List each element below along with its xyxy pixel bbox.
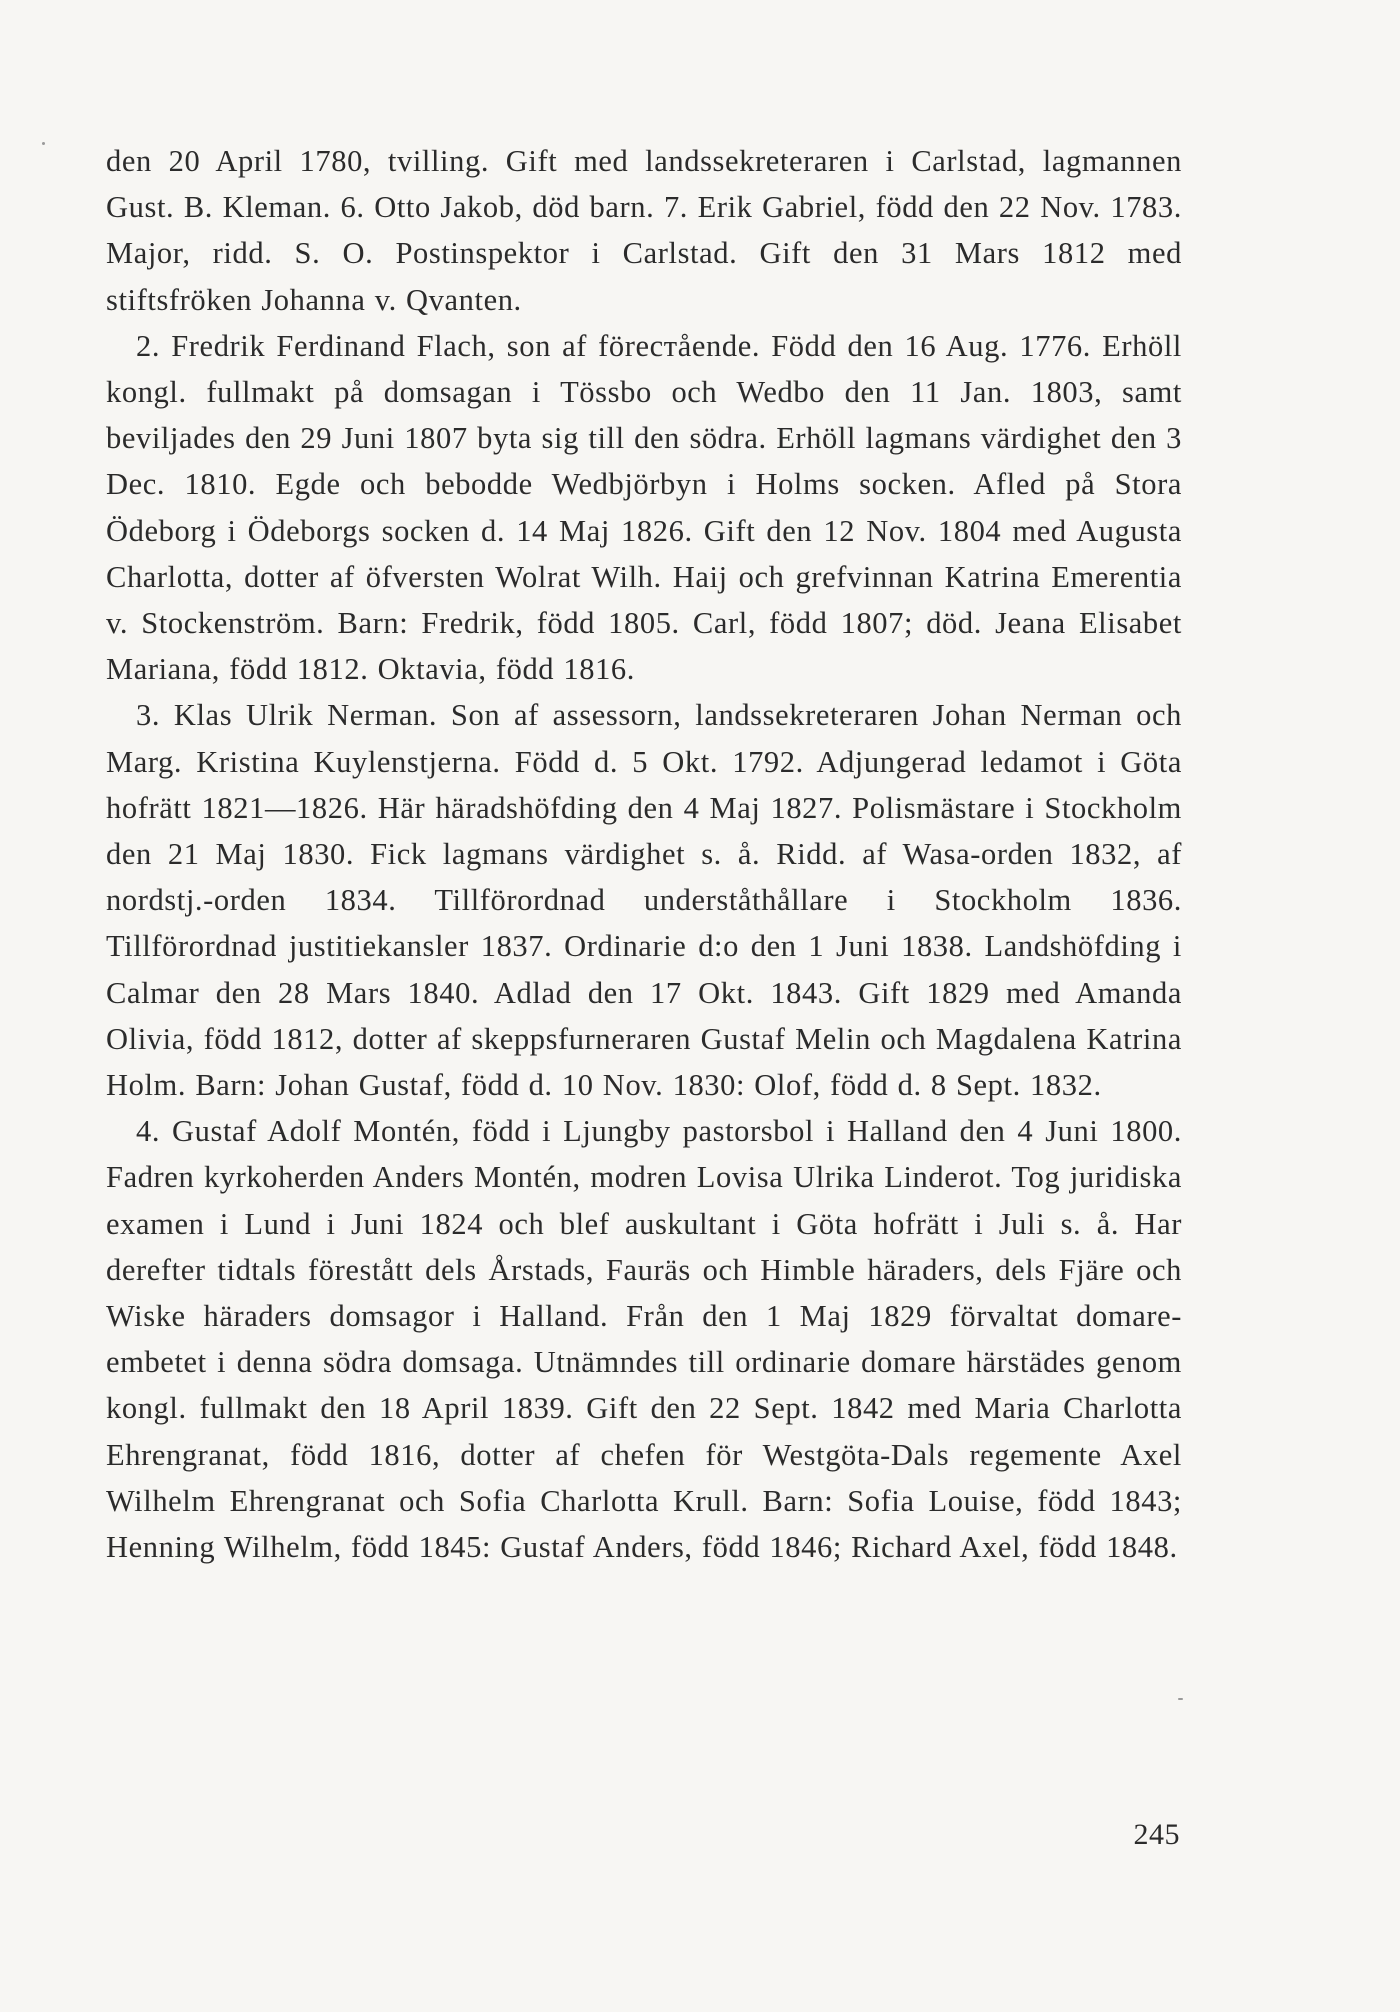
paragraph-entry-4: 4. Gustaf Adolf Montén, född i Ljungby pastorsbol i Halland den 4 Juni 1800. Fadren kyrkoherden Anders Montén, modren Lovisa Ulrika Linderot. Tog juridiska examen i Lund i Juni 1824 och blef auskultant i Göta hofrätt i Juli s. å. Har derefter tidtals förestått dels Årstads, Fauräs och Himble häraders, dels Fjäre och Wiske häraders domsagor i Halland. Från den 1 Maj 1829 förvaltat domare-embetet i denna södra domsaga. Utnämndes till ordinarie domare härstädes genom kongl. fullmakt den 18 April 1839. Gift den 22 Sept. 1842 med Maria Charlotta Ehrengranat, född 1816, dotter af chefen för Westgöta-Dals regemente Axel Wilhelm Ehrengranat och Sofia Charlotta Krull. Barn: Sofia Louise, född 1843; Henning Wilhelm, född 1845: Gustaf Anders, född 1846; Richard Axel, född 1848. — [106, 1114, 1182, 1565]
paragraph-entry-2: 2. Fredrik Ferdinand Flach, son af föreстående. Född den 16 Aug. 1776. Erhöll kongl. fullmakt på domsagan i Tössbo och Wedbo den 11 Jan. 1803, samt beviljades den 29 Juni 1807 byta sig till den södra. Erhöll lagmans värdighet den 3 Dec. 1810. Egde och bebodde Wedbjörbyn i Holms socken. Afled på Stora Ödeborg i Ödeborgs socken d. 14 Maj 1826. Gift den 12 Nov. 1804 med Augusta Charlotta, dotter af öfversten Wolrat Wilh. Haij och grefvinnan Katrina Emerentia v. Stockenström. Barn: Fredrik, född 1805. Carl, född 1807; död. Jeana Elisabet Mariana, född 1812. Oktavia, född 1816. — [106, 328, 1182, 687]
paragraph-continuation: den 20 April 1780, tvilling. Gift med landssekreteraren i Carlstad, lagmannen Gust. B. Kleman. 6. Otto Jakob, död barn. 7. Erik Gabriel, född den 22 Nov. 1783. Major, ridd. S. O. Postinspektor i Carlstad. Gift den 31 Mars 1812 med stiftsfröken Johanna v. Qvanten. — [106, 144, 1182, 317]
scan-speck — [42, 142, 45, 145]
body-text — [106, 138, 1182, 1570]
page-number: 245 — [1133, 1818, 1180, 1851]
scan-speck — [1178, 1698, 1183, 1700]
paragraph-entry-3: 3. Klas Ulrik Nerman. Son af assessorn, landssekreteraren Johan Nerman och Marg. Kristina Kuylenstjerna. Född d. 5 Okt. 1792. Adjungerad ledamot i Göta hofrätt 1821—1826. Här häradshöfding den 4 Maj 1827. Polismästare i Stockholm den 21 Maj 1830. Fick lagmans värdighet s. å. Ridd. af Wasa-orden 1832, af nordstj.-orden 1834. Tillförordnad underståthållare i Stockholm 1836. Tillförordnad justitiekansler 1837. Ordinarie d:o den 1 Juni 1838. Landshöfding i Calmar den 28 Mars 1840. Adlad den 17 Okt. 1843. Gift 1829 med Amanda Olivia, född 1812, dotter af skeppsfurneraren Gustaf Melin och Magdalena Katrina Holm. Barn: Johan Gustaf, född d. 10 Nov. 1830: Olof, född d. 8 Sept. 1832. — [106, 698, 1182, 1103]
